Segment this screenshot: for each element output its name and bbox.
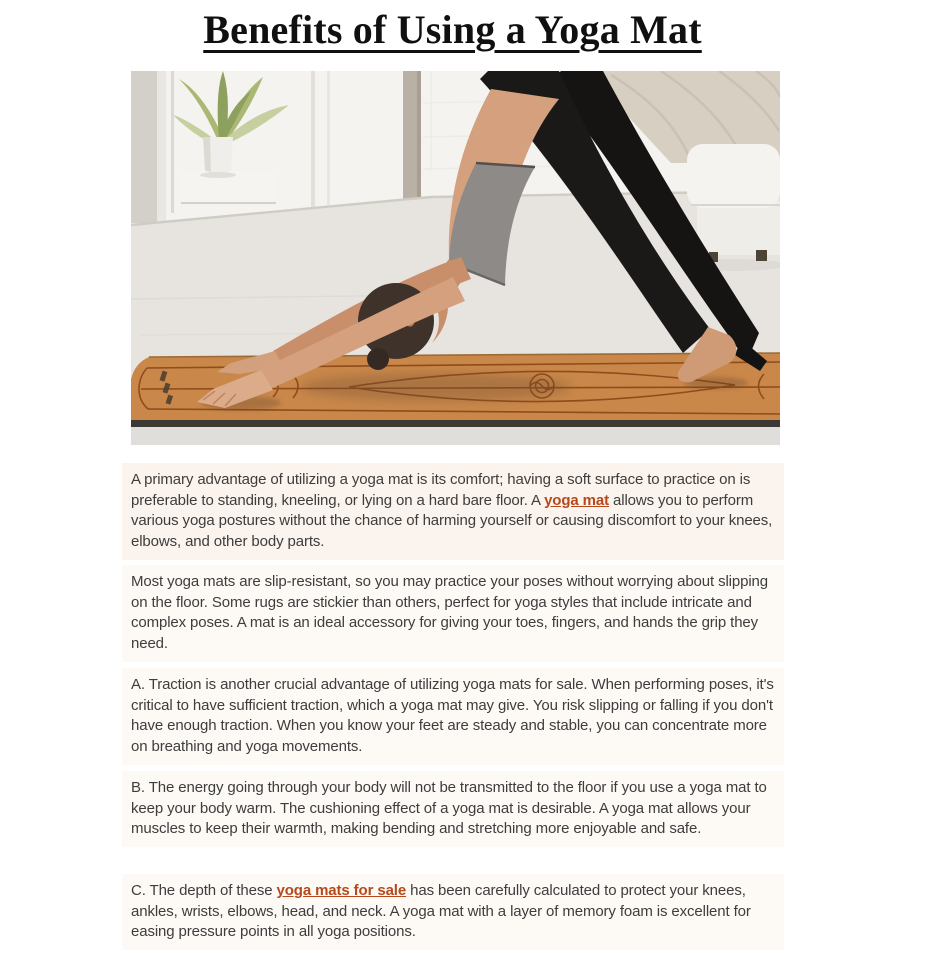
text-run: A primary advantage of utilizing a yoga mat is its comfort; having a soft surface to practice on is preferable to standing, kneeling, or lying on a hard bare floor. A — [131, 471, 751, 509]
text-run: C. The depth of these — [131, 882, 277, 899]
page-title: Benefits of Using a Yoga Mat — [203, 7, 702, 52]
paragraph — [122, 463, 784, 560]
inline-link[interactable]: yoga mats for sale — [276, 882, 407, 899]
text-run: has been carefully calculated to protect your knees, ankles, wrists, elbows, head, and neck. A yoga mat with a layer of memory foam is excellent for easing pressure points in all yoga positions. — [131, 882, 751, 941]
paragraph — [122, 565, 784, 662]
text-run: allows you to perform various yoga postures without the chance of harming yourself or causing discomfort to your knees, elbows, and other body parts. — [131, 491, 773, 551]
text-run: B. The energy going through your body will not be transmitted to the floor if you use a yoga mat to keep your body warm. The cushioning effect of a yoga mat is desirable. A yoga mat allows your muscles to keep their warmth, making bending and stretching more enjoyable and safe. — [131, 779, 767, 838]
article-body — [122, 0, 783, 953]
text-run: A. Traction is another crucial advantage of utilizing yoga mats for sale. When performing poses, it's critical to have sufficient traction, which a yoga mat may give. You risk slipping or falling if you don't have enough traction. When you know your feet are steady and stable, you can concentrate more on breathing and yoga movements. — [131, 676, 774, 756]
paragraph — [122, 668, 784, 765]
paragraph — [122, 771, 784, 847]
inline-link[interactable]: yoga mat — [544, 491, 609, 509]
text-run: Most yoga mats are slip-resistant, so you may practice your poses without worrying about slipping on the floor. Some rugs are stickier than others, perfect for yoga styles that include intricate and complex poses. A mat is an ideal accessory for giving your toes, fingers, and hands the grip they need. — [131, 573, 768, 653]
paragraph — [122, 874, 784, 950]
